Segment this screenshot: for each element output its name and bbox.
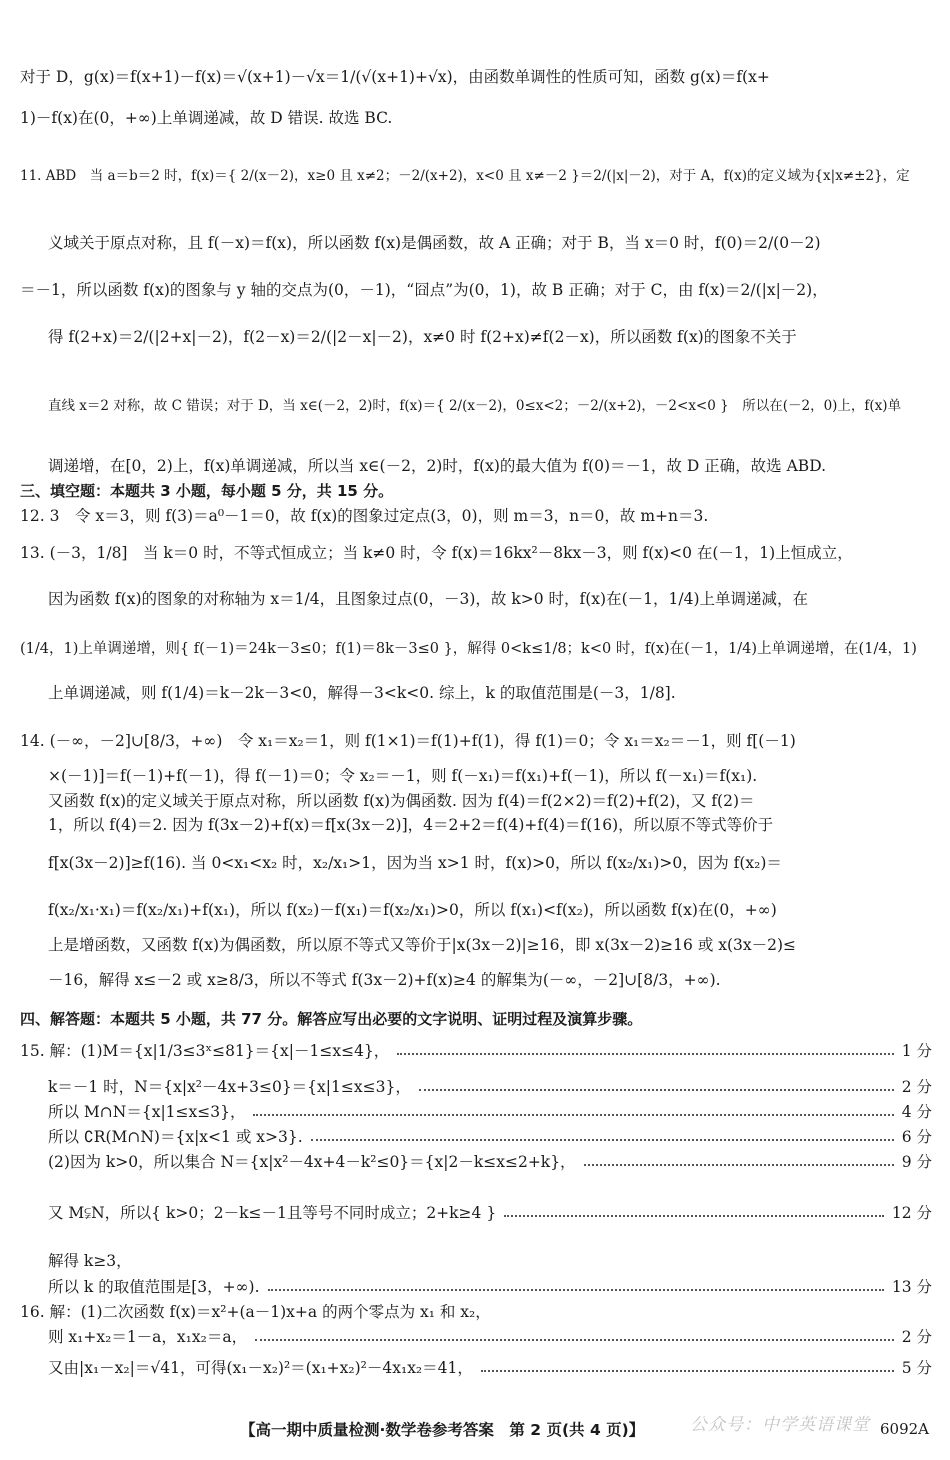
text-line: 上是增函数，又函数 f(x)为偶函数，所以原不等式又等价于|x(3x－2)|≥16，即 x(3x－2)≥16 或 x(3x－2)≤	[48, 936, 797, 954]
text-line: 因为函数 f(x)的图象的对称轴为 x＝1/4，且图象过点(0，－3)，故 k>0 时，f(x)在(－1，1/4)上单调递减，在	[48, 590, 809, 608]
scored-line: 又由|x₁－x₂|＝√41，可得(x₁－x₂)²＝(x₁+x₂)²－4x₁x₂＝41， 5 分	[48, 1359, 932, 1377]
watermark: 公众号：中学英语课堂	[690, 1415, 870, 1435]
scored-line: 则 x₁+x₂＝1－a，x₁x₂＝a， 2 分	[48, 1328, 932, 1346]
text-line: －16，解得 x≤－2 或 x≥8/3，所以不等式 f(3x－2)+f(x)≥4 的解集为(－∞，－2]∪[8/3，+∞).	[48, 971, 721, 989]
scored-line: (2)因为 k>0，所以集合 N＝{x|x²－4x+4－k²≤0}＝{x|2－k≤x≤2+k}， 9 分	[48, 1153, 932, 1171]
text-line: 1)－f(x)在(0，+∞)上单调递减，故 D 错误. 故选 BC.	[20, 109, 393, 127]
scored-line: 所以 ∁R(M∩N)＝{x|x<1 或 x>3}. 6 分	[48, 1128, 932, 1146]
text-line: 直线 x＝2 对称，故 C 错误；对于 D，当 x∈(－2，2)时，f(x)＝{ 2/(x－2)，0≤x<2；－2/(x+2)，－2<x<0 } 所以在(－2，0)上，f(x)单	[48, 398, 902, 414]
section-heading-fill-blank: 三、填空题：本题共 3 小题，每小题 5 分，共 15 分。	[20, 482, 394, 500]
question-13: 13. (－3，1/8] 当 k＝0 时，不等式恒成立；当 k≠0 时，令 f(x)＝16kx²－8kx－3，则 f(x)<0 在(－1，1)上恒成立，	[20, 544, 853, 562]
score-points: 5 分	[901, 1359, 932, 1377]
text-line: 又函数 f(x)的定义域关于原点对称，所以函数 f(x)为偶函数. 因为 f(4)＝f(2×2)＝f(2)+f(2)，又 f(2)＝	[48, 792, 755, 810]
text-line: (1/4，1)上单调递增，则{ f(－1)＝24k－3≤0；f(1)＝8k－3≤0 }，解得 0<k≤1/8；k<0 时，f(x)在(－1，1/4)上单调递增，在(1/4，1)	[20, 641, 917, 657]
scored-line: 又 M⫋N，所以{ k>0；2－k≤－1且等号不同时成立；2+k≥4 } 12 分	[48, 1204, 932, 1222]
score-points: 1 分	[901, 1042, 932, 1060]
score-points: 4 分	[901, 1103, 932, 1121]
text-line: f(x₂/x₁·x₁)＝f(x₂/x₁)+f(x₁)，所以 f(x₂)－f(x₁)＝f(x₂/x₁)>0，所以 f(x₁)<f(x₂)，所以函数 f(x)在(0，+∞)	[48, 901, 777, 919]
page-footer: 【高一期中质量检测·数学卷参考答案 第 2 页(共 4 页)】	[240, 1421, 645, 1439]
score-points: 13 分	[891, 1278, 932, 1296]
text-line: f[x(3x－2)]≥f(16). 当 0<x₁<x₂ 时，x₂/x₁>1，因为当 x>1 时，f(x)>0，所以 f(x₂/x₁)>0，因为 f(x₂)＝	[48, 854, 782, 872]
question-11: 11. ABD 当 a＝b＝2 时，f(x)＝{ 2/(x－2)，x≥0 且 x≠2；－2/(x+2)，x<0 且 x≠－2 }＝2/(|x|－2)，对于 A，f(x)的定义域为{x|x≠±2}，定	[20, 168, 910, 184]
score-points: 6 分	[901, 1128, 932, 1146]
text-line: 义域关于原点对称，且 f(－x)＝f(x)，所以函数 f(x)是偶函数，故 A 正确；对于 B，当 x＝0 时，f(0)＝2/(0－2)	[48, 234, 821, 252]
text-line: ＝－1，所以函数 f(x)的图象与 y 轴的交点为(0，－1)，“囧点”为(0，1)，故 B 正确；对于 C，由 f(x)＝2/(|x|－2)，	[20, 281, 828, 299]
text-line: 得 f(2+x)＝2/(|2+x|－2)，f(2－x)＝2/(|2－x|－2)，x≠0 时 f(2+x)≠f(2－x)，所以函数 f(x)的图象不关于	[48, 328, 797, 346]
scored-line: 15. 解：(1)M＝{x|1/3≤3ˣ≤81}＝{x|－1≤x≤4}， 1 分	[20, 1042, 932, 1060]
score-points: 12 分	[891, 1204, 932, 1222]
text-line: 上单调递减，则 f(1/4)＝k－2k－3<0，解得－3<k<0. 综上，k 的取值范围是(－3，1/8].	[48, 684, 676, 702]
text-line: 解得 k≥3，	[48, 1252, 132, 1270]
text-line: 调递增，在[0，2)上，f(x)单调递减，所以当 x∈(－2，2)时，f(x)的最大值为 f(0)＝－1，故 D 正确，故选 ABD.	[48, 457, 826, 475]
scored-line: k＝－1 时，N＝{x|x²－4x+3≤0}＝{x|1≤x≤3}， 2 分	[48, 1078, 932, 1096]
text-line: 对于 D，g(x)＝f(x+1)－f(x)＝√(x+1)－√x＝1/(√(x+1)+√x)，由函数单调性的性质可知，函数 g(x)＝f(x+	[20, 68, 770, 86]
question-12: 12. 3 令 x＝3，则 f(3)＝a⁰－1＝0，故 f(x)的图象过定点(3，0)，则 m＝3，n＝0，故 m+n＝3.	[20, 507, 709, 525]
text-line: 1，所以 f(4)＝2. 因为 f(3x－2)+f(x)＝f[x(3x－2)]，4＝2+2＝f(4)+f(4)＝f(16)，所以原不等式等价于	[48, 816, 774, 834]
scored-line: 所以 k 的取值范围是[3，+∞). 13 分	[48, 1278, 932, 1296]
section-heading-solutions: 四、解答题：本题共 5 小题，共 77 分。解答应写出必要的文字说明、证明过程及演算步骤。	[20, 1010, 643, 1028]
scored-line: 所以 M∩N＝{x|1≤x≤3}， 4 分	[48, 1103, 932, 1121]
score-points: 9 分	[901, 1153, 932, 1171]
paper-code: 6092A	[880, 1420, 930, 1438]
score-points: 2 分	[901, 1078, 932, 1096]
score-points: 2 分	[901, 1328, 932, 1346]
text-line: ×(－1)]＝f(－1)+f(－1)，得 f(－1)＝0；令 x₂＝－1，则 f(－x₁)＝f(x₁)+f(－1)，所以 f(－x₁)＝f(x₁).	[48, 767, 758, 785]
question-14: 14. (－∞，－2]∪[8/3，+∞) 令 x₁＝x₂＝1，则 f(1×1)＝f(1)+f(1)，得 f(1)＝0；令 x₁＝x₂＝－1，则 f[(－1)	[20, 732, 796, 750]
question-16: 16. 解：(1)二次函数 f(x)＝x²+(a－1)x+a 的两个零点为 x₁ 和 x₂，	[20, 1303, 491, 1321]
